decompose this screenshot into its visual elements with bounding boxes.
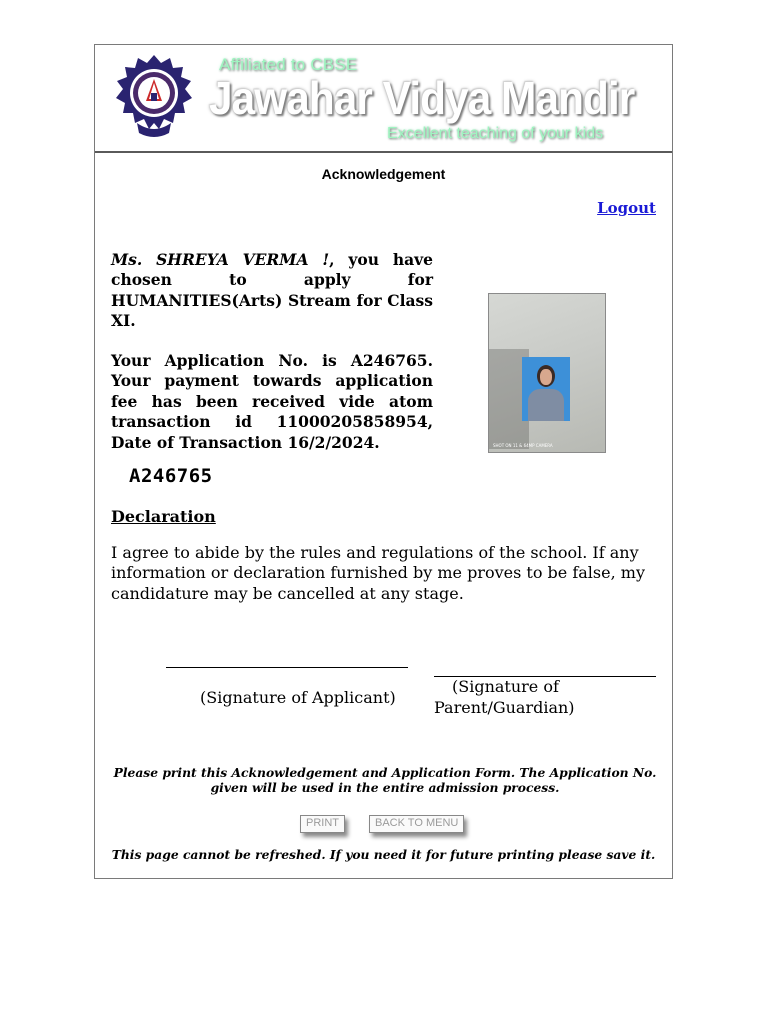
applicant-signature-line <box>166 667 408 668</box>
school-header <box>95 45 672 153</box>
school-tagline: Excellent teaching of your kids <box>387 125 604 142</box>
applicant-signature-label: (Signature of Applicant) <box>200 688 396 707</box>
declaration-text: I agree to abide by the rules and regulations of the school. If any information or declaration furnished by me proves to be false, my candidature may be cancelled at any stage. <box>111 543 645 603</box>
application-intro <box>111 250 433 332</box>
photo-face <box>540 369 552 385</box>
affiliation-text: Affiliated to CBSE <box>219 55 358 74</box>
applicant-photo <box>488 293 606 453</box>
application-details: Your Application No. is A246765. Your payment towards application fee has been received vide atom transaction id 11000205858954, Date of Transaction 16/2/2024. <box>111 351 433 452</box>
photo-camera-stamp: SHOT ON 11 & 64MP CAMERA <box>493 443 553 448</box>
application-number: A246765 <box>129 465 213 487</box>
school-name: Jawahar Vidya Mandir <box>209 72 635 124</box>
parent-signature-line1: (Signature of <box>452 677 559 696</box>
photo-uniform <box>528 389 564 421</box>
school-crest-logo <box>115 53 193 141</box>
stream-text: , you have chosen to apply for HUMANITIES(Arts) Stream for Class XI. <box>111 250 434 331</box>
parent-signature-label <box>434 677 634 718</box>
page-title: Acknowledgement <box>321 166 446 182</box>
parent-signature-line2: Parent/Guardian) <box>434 697 575 717</box>
back-to-menu-button[interactable]: BACK TO MENU <box>369 815 464 833</box>
logout-link[interactable]: Logout <box>597 199 656 217</box>
acknowledgement-frame <box>94 44 673 879</box>
declaration-heading: Declaration <box>111 507 216 526</box>
print-button[interactable]: PRINT <box>300 815 345 833</box>
passport-photo <box>522 357 570 421</box>
applicant-name: Ms. SHREYA VERMA ! <box>111 250 330 269</box>
refresh-warning: This page cannot be refreshed. If you need it for future printing please save it. <box>111 847 656 862</box>
print-instruction: Please print this Acknowledgement and Application Form. The Application No. given will be used in the entire admission process. <box>113 765 657 795</box>
